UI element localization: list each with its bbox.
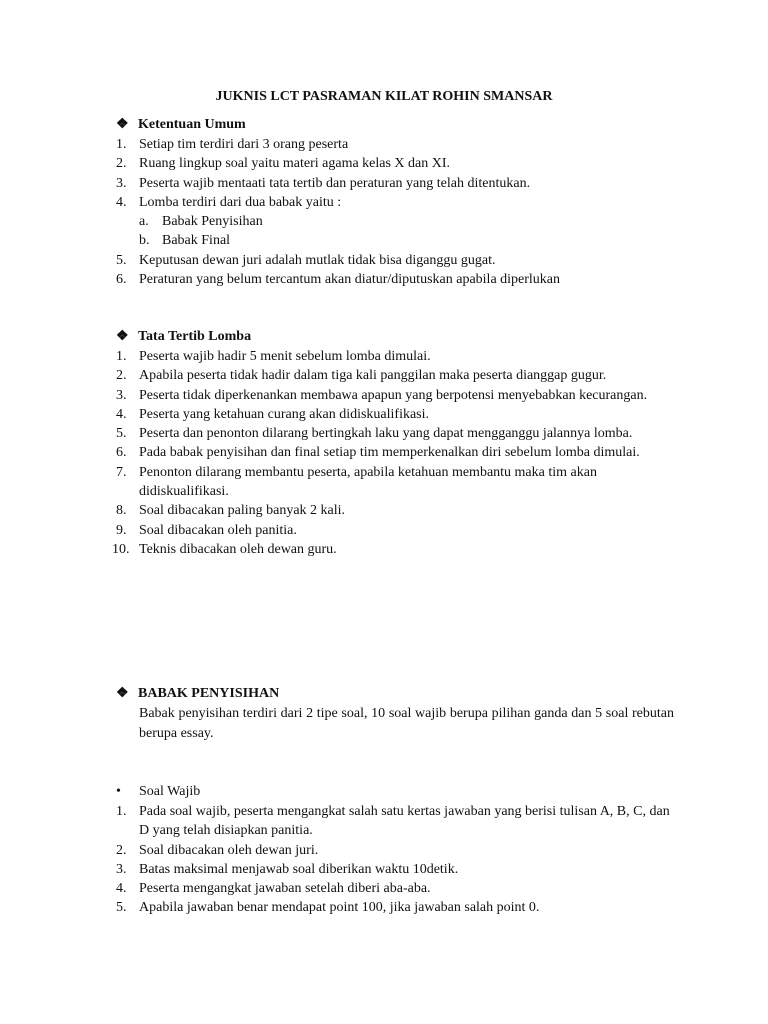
list-item xyxy=(0,386,674,405)
round-bullet-icon: • xyxy=(116,784,121,799)
list-number: 1. xyxy=(116,349,127,364)
sub-list-item xyxy=(0,231,674,250)
list-number: 3. xyxy=(116,861,127,877)
list-item xyxy=(0,347,674,366)
list-item-text: Soal dibacakan oleh dewan juri. xyxy=(139,842,319,858)
list-item-text: Lomba terdiri dari dua babak yaitu : xyxy=(139,194,342,210)
list-item-text: Ruang lingkup soal yaitu materi agama kelas X dan XI. xyxy=(139,156,451,172)
section-heading-label: Tata Tertib Lomba xyxy=(138,329,252,344)
list-number: 7. xyxy=(116,464,127,480)
tata-tertib-list xyxy=(0,347,674,559)
list-number: 2. xyxy=(116,156,127,172)
section-heading-label: Ketentuan Umum xyxy=(138,117,246,132)
list-item-text: Peserta wajib hadir 5 menit sebelum lomba dimulai. xyxy=(139,349,431,364)
list-number: 1. xyxy=(116,804,127,819)
list-item xyxy=(0,405,674,424)
soal-wajib-label: Soal Wajib xyxy=(139,784,201,799)
list-item-text: Apabila jawaban benar mendapat point 100, jika jawaban salah point 0. xyxy=(139,900,540,916)
list-item xyxy=(0,540,674,559)
list-item xyxy=(0,463,674,502)
list-item xyxy=(0,366,674,385)
list-item-text: Peserta mengangkat jawaban setelah diberi aba-aba. xyxy=(139,881,431,897)
list-number: 4. xyxy=(116,406,127,422)
list-item-text: Soal dibacakan paling banyak 2 kali. xyxy=(139,503,346,519)
ketentuan-umum-list xyxy=(0,135,674,289)
list-item-text: Batas maksimal menjawab soal diberikan waktu 10detik. xyxy=(139,861,459,877)
list-item xyxy=(0,154,674,173)
list-item xyxy=(0,521,674,540)
list-item xyxy=(0,443,674,462)
section-heading-label: BABAK PENYISIHAN xyxy=(138,686,280,701)
list-item xyxy=(0,501,674,520)
list-number: 6. xyxy=(116,272,127,288)
sub-list-item-text: Babak Penyisihan xyxy=(162,214,263,230)
section-heading-ketentuan-umum xyxy=(116,115,246,134)
list-item xyxy=(0,251,674,270)
list-number: 2. xyxy=(116,842,127,858)
section-heading-tata-tertib xyxy=(116,327,251,346)
list-number: 5. xyxy=(116,900,127,916)
list-number: 10. xyxy=(112,541,130,557)
sub-list-letter: a. xyxy=(139,214,149,230)
babak-penyisihan-paragraph: Babak penyisihan terdiri dari 2 tipe soal, 10 soal wajib berupa pilihan ganda dan 5 soal rebutan berupa essay. xyxy=(139,706,674,741)
list-item-text: Apabila peserta tidak hadir dalam tiga kali panggilan maka peserta dianggap gugur. xyxy=(139,368,607,384)
list-item-text: Soal dibacakan oleh panitia. xyxy=(139,522,297,538)
diamond-bullet-icon: ❖ xyxy=(116,686,129,701)
list-item xyxy=(0,424,674,443)
list-item-text: Keputusan dewan juri adalah mutlak tidak bisa diganggu gugat. xyxy=(139,252,496,268)
list-item xyxy=(0,193,674,212)
list-item xyxy=(0,898,674,917)
list-item xyxy=(0,174,674,193)
list-item-text: Peraturan yang belum tercantum akan diatur/diputuskan apabila diperlukan xyxy=(139,272,561,288)
diamond-bullet-icon: ❖ xyxy=(116,117,129,132)
list-item xyxy=(0,879,674,898)
section-heading-babak-penyisihan xyxy=(116,684,279,703)
list-item-text: Penonton dilarang membantu peserta, apabila ketahuan membantu maka tim akan didiskualifikasi. xyxy=(139,464,597,500)
soal-wajib-heading xyxy=(116,782,200,801)
list-number: 2. xyxy=(116,368,127,384)
list-item xyxy=(0,802,674,841)
list-item xyxy=(0,841,674,860)
list-number: 4. xyxy=(116,881,127,897)
diamond-bullet-icon: ❖ xyxy=(116,329,129,344)
list-number: 4. xyxy=(116,194,127,210)
list-item xyxy=(0,135,674,154)
list-item-text: Pada babak penyisihan dan final setiap tim memperkenalkan diri sebelum lomba dimulai. xyxy=(139,445,640,461)
list-number: 5. xyxy=(116,426,127,442)
sub-list-item-text: Babak Final xyxy=(162,233,231,249)
list-item-text: Peserta tidak diperkenankan membawa apapun yang berpotensi menyebabkan kecurangan. xyxy=(139,387,648,403)
sub-list-letter: b. xyxy=(139,233,150,249)
list-item-text: Teknis dibacakan oleh dewan guru. xyxy=(139,541,337,557)
list-item-text: Peserta yang ketahuan curang akan didiskualifikasi. xyxy=(139,406,430,422)
sub-list-item xyxy=(0,212,674,231)
document-title: JUKNIS LCT PASRAMAN KILAT ROHIN SMANSAR xyxy=(215,89,553,104)
list-number: 6. xyxy=(116,445,127,461)
list-number: 3. xyxy=(116,387,127,403)
list-number: 3. xyxy=(116,175,127,191)
list-number: 9. xyxy=(116,522,127,538)
list-number: 1. xyxy=(116,137,127,152)
list-item-text: Peserta wajib mentaati tata tertib dan peraturan yang telah ditentukan. xyxy=(139,175,531,191)
list-number: 5. xyxy=(116,252,127,268)
list-item-text: Setiap tim terdiri dari 3 orang peserta xyxy=(139,137,349,152)
list-number: 8. xyxy=(116,503,127,519)
list-item-text: Peserta dan penonton dilarang bertingkah laku yang dapat mengganggu jalannya lomba. xyxy=(139,426,633,442)
list-item-text: Pada soal wajib, peserta mengangkat salah satu kertas jawaban yang berisi tulisan A, B, C, dan D yang telah disiapkan panitia. xyxy=(139,804,670,839)
list-item xyxy=(0,270,674,289)
soal-wajib-list xyxy=(0,802,674,918)
list-item xyxy=(0,860,674,879)
